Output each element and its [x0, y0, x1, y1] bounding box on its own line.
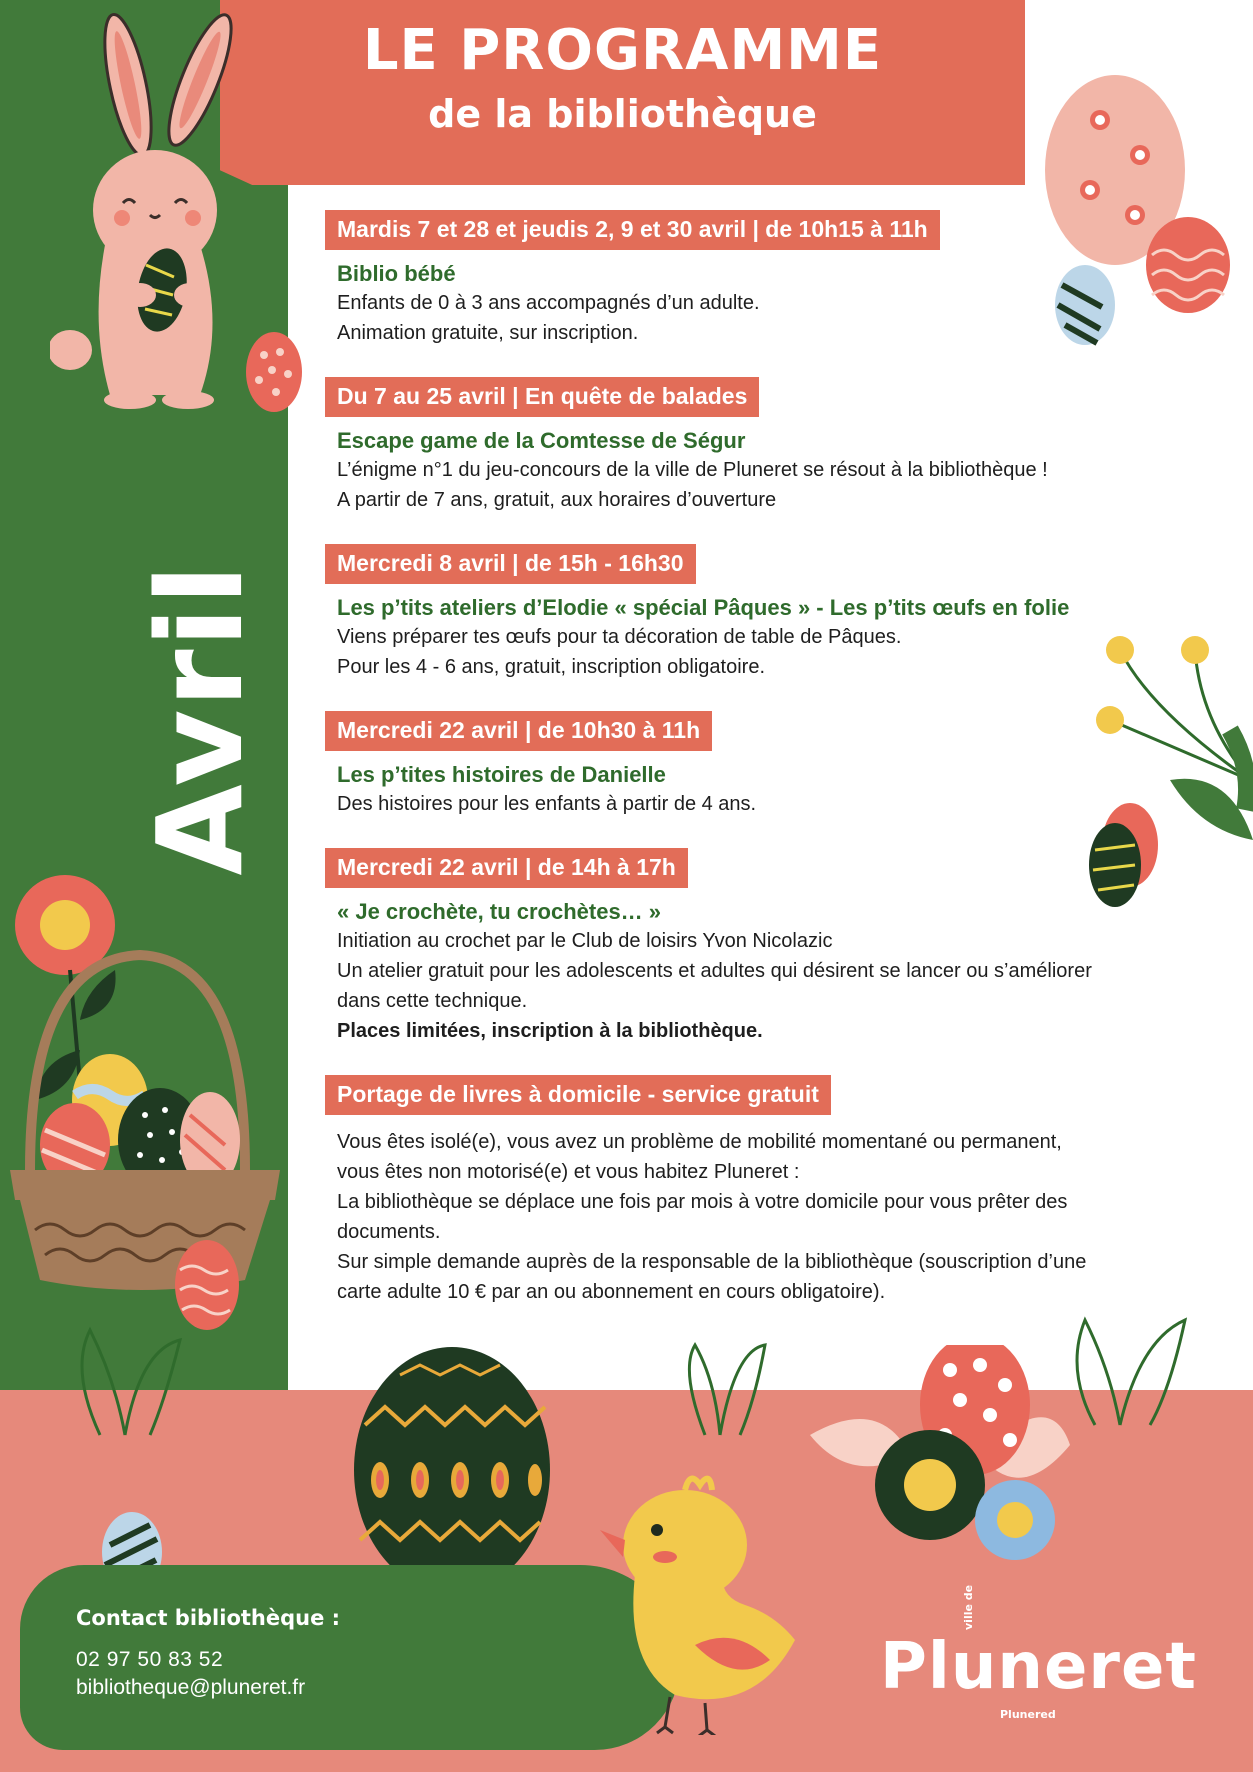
- event-text: Vous êtes isolé(e), vous avez un problème de mobilité momentané ou permanent,: [337, 1131, 1062, 1153]
- event-item: [325, 711, 1235, 819]
- event-date: Portage de livres à domicile - service gratuit: [325, 1075, 831, 1115]
- event-date: Mercredi 8 avril | de 15h - 16h30: [325, 544, 696, 584]
- event-title: « Je crochète, tu crochètes… »: [337, 899, 662, 924]
- event-text: Viens préparer tes œufs pour ta décoration de table de Pâques.: [337, 626, 902, 648]
- event-title: Escape game de la Comtesse de Ségur: [337, 428, 746, 453]
- event-text: vous êtes non motorisé(e) et vous habitez Pluneret :: [337, 1161, 800, 1183]
- event-item: [325, 1075, 1235, 1307]
- pluneret-logo: [880, 1584, 1197, 1721]
- basket-illustration: [0, 860, 290, 1330]
- event-item: [325, 210, 1235, 348]
- grass-illustration: [680, 1330, 770, 1440]
- event-title: Les p’tites histoires de Danielle: [337, 762, 666, 787]
- event-date: Mercredi 22 avril | de 10h30 à 11h: [325, 711, 712, 751]
- bunny-illustration: [50, 5, 250, 415]
- event-text: documents.: [337, 1221, 441, 1243]
- chick-illustration: [595, 1465, 805, 1735]
- event-list: [325, 210, 1235, 1307]
- event-text: Un atelier gratuit pour les adolescents et adultes qui désirent se lancer ou s’améliorer: [337, 960, 1092, 982]
- page-subtitle: de la bibliothèque: [428, 92, 817, 136]
- page-title: LE PROGRAMME: [362, 18, 883, 83]
- event-text: Initiation au crochet par le Club de loisirs Yvon Nicolazic: [337, 930, 833, 952]
- easter-egg-icon: [350, 1345, 555, 1595]
- event-text: Enfants de 0 à 3 ans accompagnés d’un adulte.: [337, 292, 760, 314]
- event-title: Les p’tits ateliers d’Elodie « spécial Pâques » - Les p’tits œufs en folie: [337, 595, 1070, 620]
- event-text: Des histoires pour les enfants à partir de 4 ans.: [337, 793, 757, 815]
- contact-email: bibliotheque@pluneret.fr: [76, 1676, 306, 1699]
- flower-cluster-illustration: [800, 1345, 1080, 1575]
- event-date: Mercredi 22 avril | de 14h à 17h: [325, 848, 688, 888]
- event-text: La bibliothèque se déplace une fois par mois à votre domicile pour vous prêter des: [337, 1191, 1068, 1213]
- event-text: L’énigme n°1 du jeu-concours de la ville de Pluneret se résout à la bibliothèque !: [337, 459, 1048, 481]
- easter-egg-icon: [244, 330, 304, 415]
- event-text: A partir de 7 ans, gratuit, aux horaires d’ouverture: [337, 489, 777, 511]
- month-label: Avril: [131, 562, 269, 876]
- event-item: [325, 377, 1235, 515]
- logo-prefix: ville de: [962, 1584, 975, 1630]
- event-title: Biblio bébé: [337, 261, 456, 286]
- event-date: Du 7 au 25 avril | En quête de balades: [325, 377, 759, 417]
- event-text: Pour les 4 - 6 ans, gratuit, inscription obligatoire.: [337, 656, 765, 678]
- grass-illustration: [1065, 1300, 1195, 1430]
- contact-title: Contact bibliothèque :: [76, 1606, 341, 1630]
- event-text: dans cette technique.: [337, 990, 528, 1012]
- event-item: [325, 848, 1235, 1046]
- contact-phone: 02 97 50 83 52: [76, 1648, 224, 1671]
- logo-subtitle: Plunered: [1000, 1708, 1056, 1721]
- logo-name: Pluneret: [880, 1630, 1197, 1704]
- event-item: [325, 544, 1235, 682]
- grass-illustration: [70, 1310, 210, 1440]
- event-text: Sur simple demande auprès de la responsable de la bibliothèque (souscription d’une: [337, 1251, 1087, 1273]
- event-text: Animation gratuite, sur inscription.: [337, 322, 639, 344]
- event-text-bold: Places limitées, inscription à la bibliothèque.: [337, 1020, 763, 1042]
- event-date: Mardis 7 et 28 et jeudis 2, 9 et 30 avril | de 10h15 à 11h: [325, 210, 940, 250]
- event-text: carte adulte 10 € par an ou abonnement en cours obligatoire).: [337, 1281, 886, 1303]
